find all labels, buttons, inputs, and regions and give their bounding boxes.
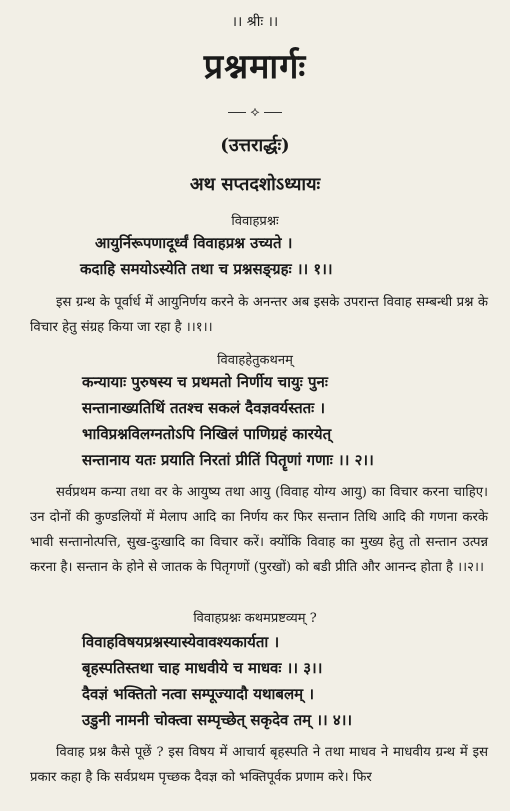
diamond-icon: ⟡ xyxy=(250,104,260,120)
subheading-1: विवाहप्रश्नः xyxy=(231,214,279,229)
ornament-divider xyxy=(0,104,510,120)
invocation: ।। श्रीः ।। xyxy=(231,14,279,30)
verse-1-line-1: आयुर्निरूपणादूर्ध्वं विवाहप्रश्न उच्यते । xyxy=(95,234,293,252)
page-title: प्रश्नमार्गः xyxy=(203,47,307,87)
verse-2-line-3: भाविप्रश्नविलग्नतोऽपि निखिलं पाणिग्रहं कारयेत् xyxy=(82,425,332,443)
verse-3-line-4: उडुनी नामनी चोक्त्वा सम्पृच्छेत् सकृदेव तम् ।। ४।। xyxy=(82,711,353,729)
verse-3-line-2: बृहस्पतिस्तथा चाह माधवीये च माधवः ।। ३।। xyxy=(82,659,323,677)
ornament-line-right xyxy=(264,112,282,113)
verse-2-line-1: कन्यायाः पुरुषस्य च प्रथमतो निर्णीय चायुः पुनः xyxy=(82,373,328,391)
subheading-2: विवाहहेतुकथनम् xyxy=(217,353,293,368)
verse-2-line-2: सन्तानाख्यतिथिं ततश्च सकलं दैवज्ञवर्यस्ततः । xyxy=(82,399,326,417)
verse-3-line-3: दैवज्ञं भक्तितो नत्वा सम्पूज्यादौ यथाबलम् । xyxy=(82,685,315,703)
commentary-3: विवाह प्रश्न कैसे पूछें ? इस विषय में आचार्य बृहस्पति ने तथा माधव ने माधवीय ग्रन्थ में इस प्रकार कहा है कि सर्वप्रथम पृच्छक दैवज्ञ को भक्तिपूर्वक प्रणाम करे। फिर xyxy=(30,745,488,785)
verse-3-line-1: विवाहविषयप्रश्नस्यास्येवावश्यकार्यता । xyxy=(82,633,280,651)
ornament-line-left xyxy=(228,112,246,113)
subheading-3: विवाहप्रश्नः कथमप्रष्टव्यम् ? xyxy=(193,611,317,626)
commentary-2: सर्वप्रथम कन्या तथा वर के आयुष्य तथा आयु (विवाह योग्य आयु) का विचार करना चाहिए। उन दोनों की कुण्डलियों में मेलाप आदि का निर्णय कर फिर सन्तान तिथि आदि की गणना करके भावी सन्तानोत्पत्ति, सुख-दुःखादि का विचार करें। क्योंकि विवाह का मुख्य हेतु तो सन्तान उत्पन्न करना है। सन्तान के होने से जातक के पितृगणों (पुरखों) को बडी प्रीति और आनन्द होता है ।।२।। xyxy=(30,485,488,575)
part-heading: (उत्तरार्द्धः) xyxy=(220,135,290,156)
commentary-1: इस ग्रन्थ के पूर्वार्ध में आयुनिर्णय करने के अनन्तर अब इसके उपरान्त विवाह सम्बन्धी प्रश्न के विचार हेतु संग्रह किया जा रहा है ।।१।। xyxy=(30,295,488,335)
chapter-heading: अथ सप्तदशोऽध्यायः xyxy=(189,174,321,195)
verse-2-line-4: सन्तानाय यतः प्रयाति निरतां प्रीतिं पितॄणां गणाः ।। २।। xyxy=(82,451,374,469)
verse-1-line-2: कदाहि समयोऽस्येति तथा च प्रश्नसङ्ग्रहः ।। १।। xyxy=(80,260,333,278)
